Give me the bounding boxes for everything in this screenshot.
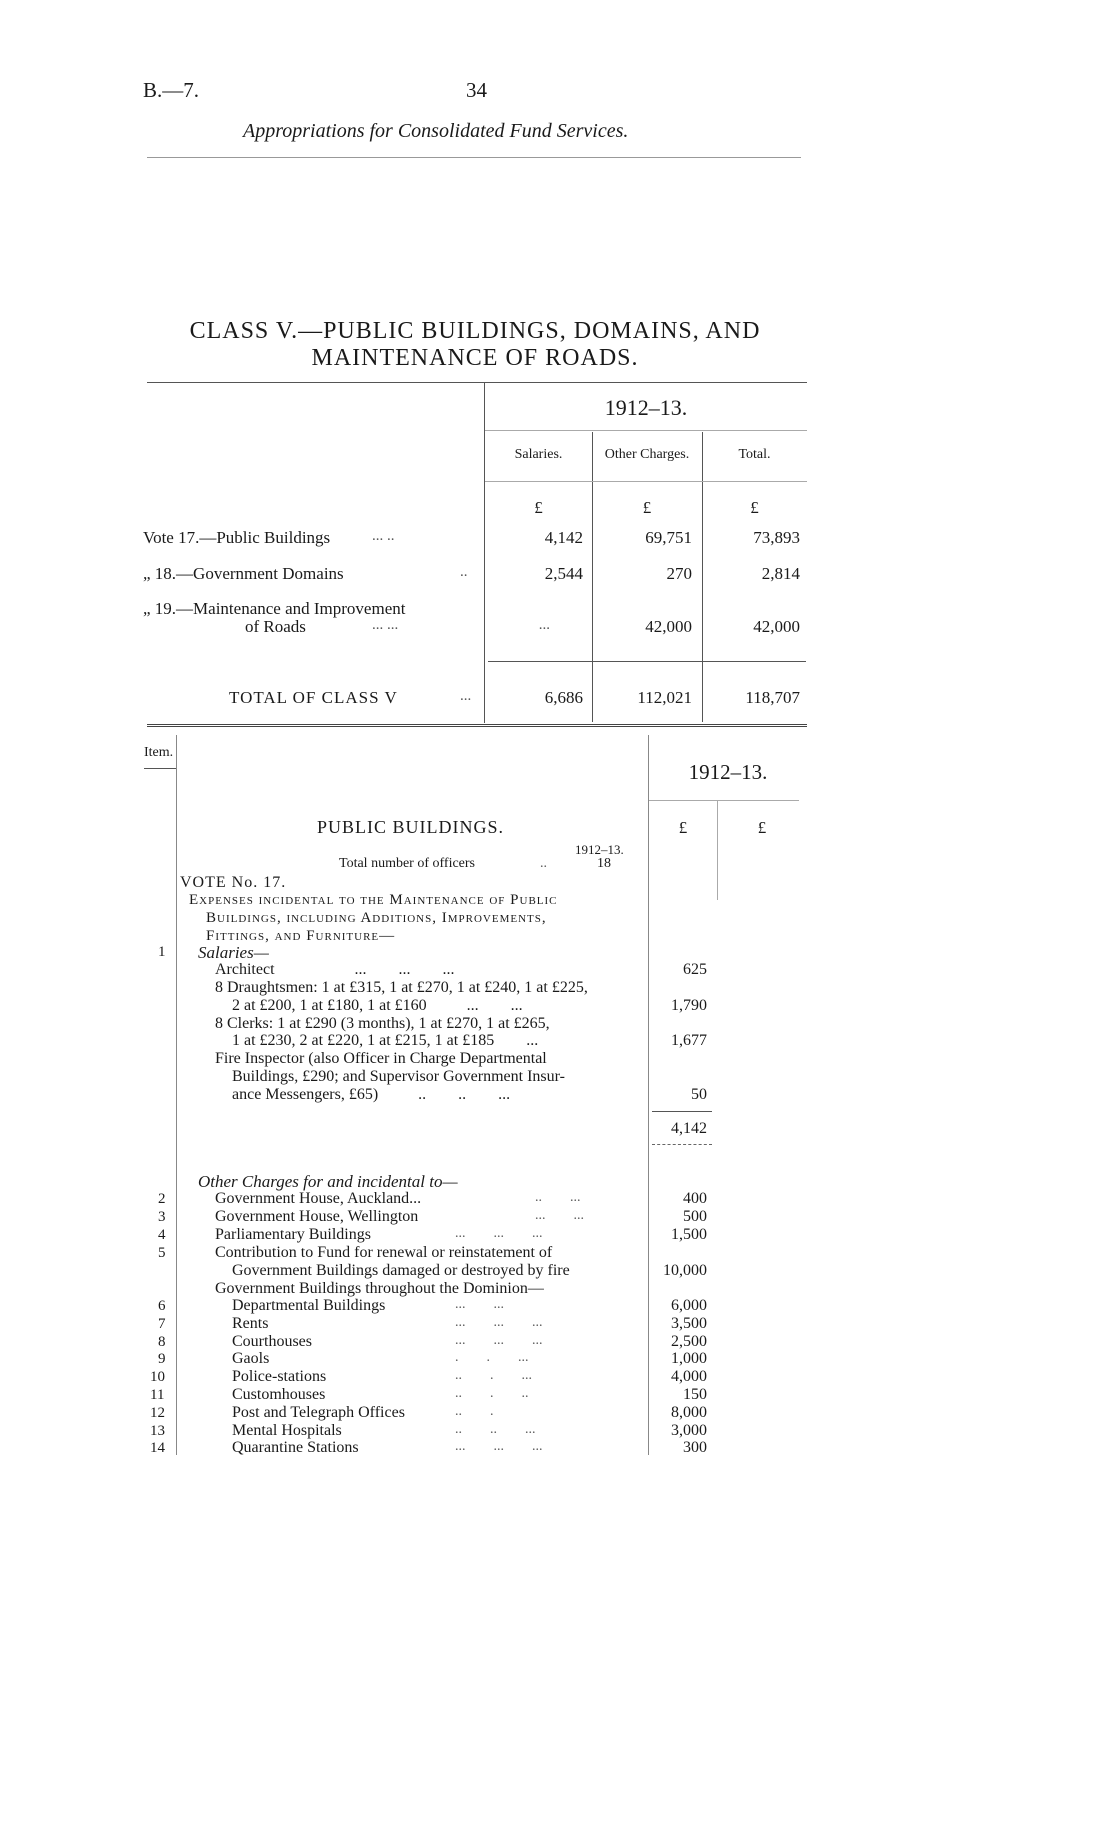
building-type-label: Courthouses xyxy=(232,1332,312,1350)
summary-currency-1: £ xyxy=(534,498,543,517)
building-type-amount: 3,000 xyxy=(671,1421,707,1439)
officers-year: 1912–13. xyxy=(575,842,624,857)
summary-total-total: 118,707 xyxy=(745,688,800,707)
item-number: 12 xyxy=(150,1404,165,1421)
summary-header-total: Total. xyxy=(738,447,771,462)
summary-row-dots: ... .. xyxy=(372,528,395,544)
page-number: 34 xyxy=(466,78,487,102)
item-number: 4 xyxy=(158,1227,166,1243)
charge-dots: .. ... xyxy=(535,1190,581,1205)
estimates-year-rule xyxy=(649,800,799,801)
summary-row-salaries: 2,544 xyxy=(544,564,583,583)
building-type-amount: 3,500 xyxy=(671,1314,707,1332)
salary-draughtsmen: 8 Draughtsmen: 1 at £315, 1 at £270, 1 at £240, 1 at £225, xyxy=(215,979,588,996)
officers-dots: .. xyxy=(540,856,547,871)
summary-header-other: Other Charges. xyxy=(604,447,690,462)
vote-description-2: Buildings, including Additions, Improvements, xyxy=(206,910,547,926)
building-type-label: Mental Hospitals xyxy=(232,1421,342,1439)
summary-year: 1912–13. xyxy=(604,395,688,420)
building-type-dots: .. . ... xyxy=(455,1368,532,1384)
summary-row-total: 2,814 xyxy=(761,564,800,583)
page-ref: B.—7. xyxy=(143,78,200,102)
summary-total-label: TOTAL OF CLASS V xyxy=(229,688,398,707)
salary-clerks-cont: 1 at £230, 2 at £220, 1 at £215, 1 at £185 ... xyxy=(232,1032,539,1049)
summary-row-dots: ... ... xyxy=(372,617,399,633)
building-type-dots: ... ... ... xyxy=(455,1314,543,1330)
summary-left-divider xyxy=(484,383,485,723)
other-charges-heading: Other Charges for and incidental to— xyxy=(198,1172,458,1191)
summary-row-other: 69,751 xyxy=(645,528,692,547)
salary-amount: 1,677 xyxy=(671,1032,707,1049)
item-number: 14 xyxy=(150,1440,165,1457)
fire-fund-label-cont: Government Buildings damaged or destroyed by fire xyxy=(232,1262,570,1279)
summary-row-other: 42,000 xyxy=(645,617,692,636)
class-title-line2: MAINTENANCE OF ROADS. xyxy=(311,345,639,371)
item-number: 3 xyxy=(158,1209,166,1225)
officers-label: Total number of officers xyxy=(339,856,475,871)
estimates-currency-1: £ xyxy=(678,818,688,837)
building-type-amount: 150 xyxy=(683,1386,707,1403)
building-type-dots: ... ... xyxy=(455,1297,504,1312)
section-title: PUBLIC BUILDINGS. xyxy=(317,817,505,837)
item-column-header: Item. xyxy=(144,745,174,760)
building-type-label: Customhouses xyxy=(232,1386,326,1403)
salary-clerks: 8 Clerks: 1 at £290 (3 months), 1 at £270, 1 at £265, xyxy=(215,1015,550,1032)
summary-total-other: 112,021 xyxy=(637,688,692,707)
vote-description-3: Fittings, and Furniture— xyxy=(206,928,396,944)
salaries-total-rule xyxy=(652,1111,712,1112)
salary-draughtsmen-cont: 2 at £200, 1 at £180, 1 at £160 ... ... xyxy=(232,997,523,1014)
building-type-label: Police-stations xyxy=(232,1368,327,1386)
summary-row-label: „ 19.—Maintenance and Improvement xyxy=(143,599,406,618)
charge-amount: 400 xyxy=(683,1190,707,1207)
charge-amount: 1,500 xyxy=(671,1226,707,1243)
item-number: 10 xyxy=(150,1369,165,1386)
item-column-divider xyxy=(176,735,177,1455)
salary-amount: 1,790 xyxy=(671,997,707,1014)
salary-amount: 625 xyxy=(683,961,707,978)
summary-bottom-rule xyxy=(147,724,807,727)
vote-description-1: Expenses incidental to the Maintenance of Public xyxy=(189,892,558,908)
building-type-dots: ... ... ... xyxy=(455,1332,543,1348)
charge-label: Parliamentary Buildings xyxy=(215,1226,371,1243)
vote-number: VOTE No. 17. xyxy=(180,874,287,891)
building-type-amount: 300 xyxy=(683,1439,707,1457)
building-type-amount: 2,500 xyxy=(671,1332,707,1350)
salary-fire-inspector-cont: Buildings, £290; and Supervisor Government Insur- xyxy=(232,1068,565,1085)
summary-header-salaries: Salaries. xyxy=(514,447,563,462)
item-number: 6 xyxy=(158,1298,166,1314)
building-type-dots: .. .. ... xyxy=(455,1421,536,1437)
officers-count: 18 xyxy=(597,856,611,871)
header-rule xyxy=(147,157,801,158)
item-header-rule xyxy=(144,768,177,769)
summary-currency-3: £ xyxy=(750,498,759,517)
summary-row-salaries: ... xyxy=(538,617,550,633)
salaries-heading: Salaries— xyxy=(198,943,269,962)
summary-header-rule xyxy=(485,481,807,482)
building-type-dots: . . ... xyxy=(455,1350,529,1366)
summary-row-total: 42,000 xyxy=(753,617,800,636)
item-number: 9 xyxy=(158,1351,166,1368)
item-number: 11 xyxy=(150,1387,165,1403)
summary-row-label-cont: of Roads xyxy=(245,617,306,636)
summary-total-rule xyxy=(488,661,806,662)
fire-fund-label: Contribution to Fund for renewal or reinstatement of xyxy=(215,1244,553,1261)
summary-top-rule xyxy=(147,382,807,383)
summary-row-salaries: 4,142 xyxy=(544,528,583,547)
charge-amount: 500 xyxy=(683,1208,707,1225)
building-type-dots: .. . xyxy=(455,1403,494,1419)
building-type-label: Post and Telegraph Offices xyxy=(232,1403,405,1421)
item-number: 1 xyxy=(158,944,166,960)
building-type-dots: ... ... ... xyxy=(455,1439,543,1455)
building-type-label: Departmental Buildings xyxy=(232,1297,386,1314)
dominion-heading: Government Buildings throughout the Dominion— xyxy=(215,1280,544,1297)
building-type-label: Gaols xyxy=(232,1350,270,1368)
salary-amount: 50 xyxy=(691,1086,707,1103)
estimates-currency-2: £ xyxy=(757,818,767,837)
item-number: 13 xyxy=(150,1422,165,1439)
fire-fund-amount: 10,000 xyxy=(663,1262,707,1279)
summary-year-rule xyxy=(485,430,807,431)
summary-currency-2: £ xyxy=(642,498,652,517)
estimates-year: 1912–13. xyxy=(688,760,768,784)
item-number: 8 xyxy=(158,1333,166,1350)
charge-label: Government House, Auckland... xyxy=(215,1190,422,1207)
summary-row-other: 270 xyxy=(666,564,692,583)
building-type-dots: .. . .. xyxy=(455,1386,529,1401)
summary-total-dots: ... xyxy=(460,688,472,704)
building-type-label: Quarantine Stations xyxy=(232,1439,359,1457)
building-type-amount: 6,000 xyxy=(671,1297,707,1314)
building-type-amount: 4,000 xyxy=(671,1368,707,1386)
building-type-amount: 1,000 xyxy=(671,1350,707,1368)
salaries-total: 4,142 xyxy=(671,1120,707,1137)
item-number: 5 xyxy=(158,1245,166,1261)
salaries-total-underline xyxy=(652,1144,712,1145)
summary-row-label: Vote 17.—Public Buildings xyxy=(143,528,331,547)
amount-column-divider-2 xyxy=(717,800,718,900)
charge-dots: ... ... ... xyxy=(455,1226,543,1241)
item-number: 7 xyxy=(158,1315,166,1332)
charge-dots: ... ... xyxy=(535,1208,584,1223)
charge-label: Government House, Wellington xyxy=(215,1208,419,1225)
salary-architect: Architect ... ... ... xyxy=(215,961,455,978)
page-subtitle: Appropriations for Consolidated Fund Services. xyxy=(243,120,629,142)
class-title-line1: CLASS V.—PUBLIC BUILDINGS, DOMAINS, AND xyxy=(189,318,761,344)
summary-total-salaries: 6,686 xyxy=(544,688,583,707)
building-type-label: Rents xyxy=(232,1314,269,1332)
summary-row-total: 73,893 xyxy=(753,528,800,547)
building-type-amount: 8,000 xyxy=(671,1403,707,1421)
summary-row-label: „ 18.—Government Domains xyxy=(143,564,344,583)
summary-row-dots: .. xyxy=(460,564,468,580)
salary-fire-inspector: Fire Inspector (also Officer in Charge Departmental xyxy=(215,1050,547,1067)
item-number: 2 xyxy=(158,1191,166,1207)
salary-fire-inspector-cont: ance Messengers, £65) .. .. ... xyxy=(232,1086,511,1103)
